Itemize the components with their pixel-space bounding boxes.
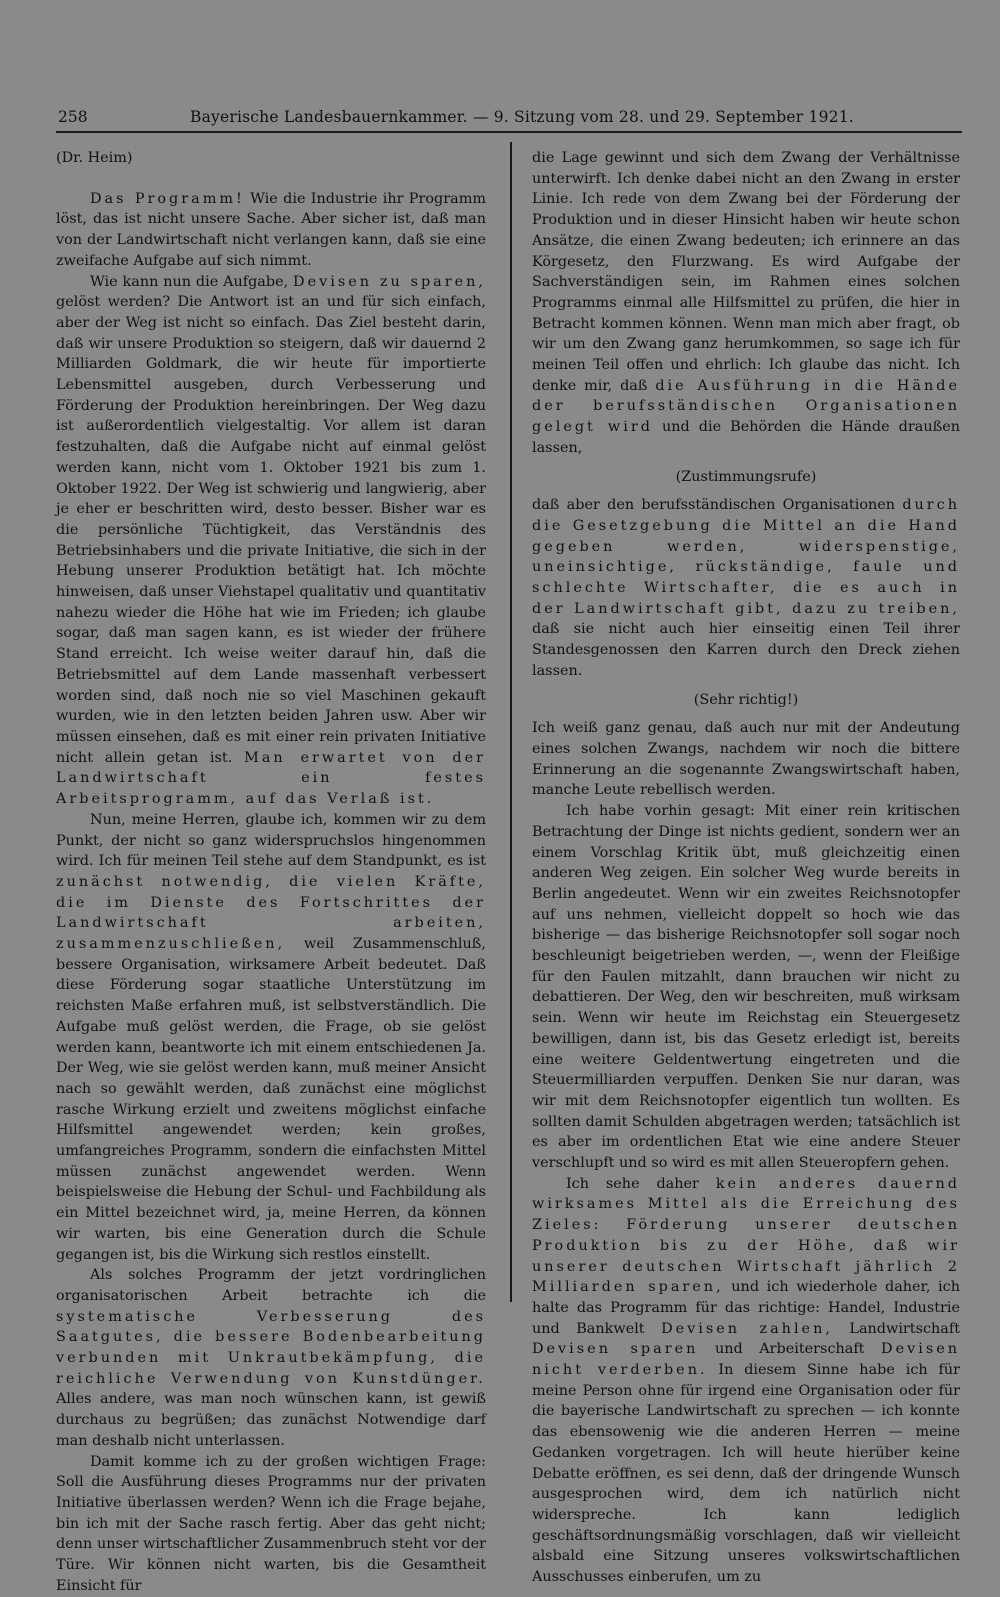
interjection: (Sehr richtig!) <box>693 691 799 708</box>
paragraph <box>532 148 960 459</box>
right-column <box>532 148 960 1586</box>
emphasis-text: Devisen zahlen, <box>661 1320 833 1337</box>
paragraph-text: und ich wiederhole daher, ich halte das Programm für das richtige: Handel, Industrie und Bankwelt <box>532 1279 960 1337</box>
emphasis-text: kein anderes dauernd wirksames Mittel als die Erreichung des Zieles: Förderung unserer deutschen Produktion bis zu der Höhe, daß wir unserer deutschen Wirtschaft jährlich 2 Milliarden sparen, <box>532 1175 960 1296</box>
header-rule <box>56 131 962 133</box>
emphasis-text: die Ausführung in die Hände der berufsständischen Organisationen gelegt wird <box>532 377 960 436</box>
emphasis-text: systematische Verbesserung des Saatgutes, die bessere Bodenbearbeitung verbunden mit Unkrautbekämpfung, die reichliche Verwendung von Kunstdünger. <box>56 1308 486 1387</box>
paragraph-text: und die Behörden die Hände draußen lassen, <box>532 419 960 456</box>
column-divider <box>510 142 512 1302</box>
paragraph-text: Wie die Industrie ihr Programm löst, das ist nicht unsere Sache. Aber sicher ist, daß man von der Landwirtschaft nicht verlangen kann, daß sie eine zweifache Aufgabe auf sich nimmt. <box>56 190 486 269</box>
emphasis-text: Das Programm! <box>90 190 245 207</box>
emphasis-text: durch die Gesetzgebung die Mittel an die Hand gegeben werden, widerspenstige, uneinsichtige, rückständige, faule und schlechte Wirtschafter, die es auch in der Landwirtschaft gibt, dazu zu treiben, <box>532 497 960 617</box>
paragraph-text: weil Zusammenschluß, bessere Organisation, wirksamere Arbeit bedeutet. Daß diese Förderung sogar staatliche Unterstützung im reichsten Maße erfahren muß, ist selbstverständlich. Die Aufgabe muß gelöst werden, die Frage, ob sie gelöst werden kann, beantworte ich mit einem entschiedenen Ja. Der Weg, wie sie gelöst werden kann, muß meiner Ansicht nach so gewählt werden, daß zunächst eine möglichst rasche Wirkung erzielt und zweitens möglichst einfache Hilfsmittel angewendet werden; kein großes, umfangreiches Programm, sondern die einfachsten Mittel müssen zunächst angewendet werden. Wenn beispielsweise die Hebung der Schul- und Fachbildung als ein Mittel bezeichnet wird, ja, meine Herren, da können wir warten, bis eine Generation durch die Schule gegangen ist, bis die Wirkung sich restlos einstellt. <box>56 936 486 1263</box>
paragraph-text: Als solches Programm der jetzt vordringlichen organisatorischen Arbeit betrachte ich die <box>56 1267 486 1304</box>
paragraph-text: gelöst werden? Die Antwort ist an und für sich einfach, aber der Weg ist nicht so einfach. Das Ziel besteht darin, daß wir unsere Produktion so steigern, daß wir dauernd 2 Milliarden Goldmark, die wir heute für importierte Lebensmittel ausgeben, durch Verbesserung und Förderung der Produktion hereinbringen. Der Weg dazu ist außerordentlich vielgestaltig. Vor allem ist daran festzuhalten, daß die Aufgabe nicht auf einmal gelöst werden kann, nicht vom 1. Oktober 1921 bis zum 1. Oktober 1922. Der Weg ist schwierig und langwierig, aber je eher er beschritten wird, desto besser. Bisher war es die persönliche Tüchtigkeit, das Verständnis des Betriebsinhabers und die private Initiative, die sich in der Hebung unserer Produktion betätigt hat. Ich möchte hinweisen, daß unser Viehstapel qualitativ und quantitativ nahezu wieder die Höhe hat wie im Frieden; ich glaube sogar, daß man sagen kann, es ist wieder der frühere Stand erreicht. Ich weise weiter darauf hin, daß die Betriebsmittel auf dem Lande massenhaft verbessert worden sind, daß noch nie so viel Maschinen gekauft wurden, wie in den letzten beiden Jahren usw. Aber wir müssen einsehen, daß es mit einer rein privaten Initiative nicht allein getan ist. <box>56 294 486 766</box>
paragraph <box>532 495 960 681</box>
paragraph-text: daß aber den berufsständischen Organisationen <box>532 497 903 514</box>
paragraph-text: daß sie nicht auch hier einseitig einen Teil ihrer Standesgenossen den Karren durch den Dreck ziehen lassen. <box>532 621 960 679</box>
paragraph: Ich habe vorhin gesagt: Mit einer rein kritischen Betrachtung der Dinge ist nichts gedient, sondern wer an einem Vorschlag Kritik übt, muß gleichzeitig einen anderen Weg zeigen. Ein solcher Weg wurde bereits in Berlin angedeutet. Wenn wir ein zweites Reichsnotopfer auf uns nehmen, vielleicht doppelt so hoch wie das bisherige — das bisherige Reichsnotopfer soll sogar noch beschleunigt beigetrieben werden, —, wenn der Fleißige für den Faulen mitzahlt, dann brauchen wir nicht zu debattieren. Der Weg, den wir beschreiten, muß wirksam sein. Wenn wir heute im Reichstag ein Steuergesetz bewilligen, dann ist, bis das Gesetz erledigt ist, bereits eine weitere Geldentwertung eingetreten und die Steuermilliarden verpuffen. Denken Sie nur daran, was wir mit dem Reichsnotopfer eigentlich tun wollten. Es sollten damit Schulden abgetragen werden; tatsächlich ist es aber im ordentlichen Etat wie eine andere Steuer verschlupft und so wird es mit allen Steueropfern gehen. <box>532 803 960 1172</box>
paragraph-text: Alles andere, was man noch wünschen kann, ist gewiß durchaus zu begrüßen; das zunächst Notwendige darf man deshalb nicht unterlassen. <box>56 1391 486 1449</box>
emphasis-text: zunächst notwendig, die vielen Kräfte, die im Dienste des Fortschrittes der Landwirtschaft arbeiten, zusammenzuschließen, <box>56 873 486 953</box>
paragraph-text: Landwirtschaft <box>832 1320 960 1337</box>
paragraph-text: und Arbeiterschaft <box>698 1341 882 1358</box>
paragraph <box>56 189 486 272</box>
running-title: Bayerische Landesbauernkammer. — 9. Sitzung vom 28. und 29. September 1921. <box>190 108 854 126</box>
paragraph <box>56 272 486 810</box>
page-header <box>58 106 854 128</box>
paragraph-text: Ich sehe daher <box>566 1175 716 1192</box>
paragraph <box>56 810 486 1265</box>
paragraph: Damit komme ich zu der großen wichtigen Frage: Soll die Ausführung dieses Programms nur der privaten Initiative überlassen werden? Wenn ich die Frage bejahe, bin ich mit der Sache rasch fertig. Aber das geht nicht; denn unser wirtschaftlicher Zusammenbruch steht vor der Türe. Wir können nicht warten, bis die Gesamtheit Einsicht für <box>56 1453 486 1594</box>
paragraph-text: In diesem Sinne habe ich für meine Person ohne für irgend eine Organisation oder für die bayerische Landwirtschaft zu sprechen — ich konnte das ebensowenig wie die anderen Herren — meine Gedanken vorgetragen. Ich will heute hierüber keine Debatte eröffnen, es sei denn, daß der dringende Wunsch ausgesprochen wird, dem ich natürlich nicht widerspreche. Ich kann lediglich geschäftsordnungsmäßig vorschlagen, daß wir vielleicht alsbald eine Sitzung unseres volkswirtschaftlichen Ausschusses einberufen, um zu <box>532 1362 960 1586</box>
left-column <box>56 148 486 1594</box>
emphasis-text: Man erwartet von der Landwirtschaft ein festes Arbeitsprogramm, auf das Verlaß ist. <box>56 749 486 808</box>
paragraph-text: die Lage gewinnt und sich dem Zwang der Verhältnisse unterwirft. Ich denke dabei nicht an den Zwang in erster Linie. Ich rede von dem Zwang bei der Förderung der Produktion und in dieser Hinsicht haben wir heute schon Ansätze, die einen Zwang bedeuten; ich erinnere an das Körgesetz, den Flurzwang. Es wird Aufgabe der Sachverständigen sein, im Rahmen eines solchen Programms einmal alle Hilfsmittel zu prüfen, die hier in Betracht kommen können. Wenn man mich aber fragt, ob wir um den Zwang ganz herumkommen, so sage ich für meinen Teil offen und ehrlich: Ich glaube das nicht. Ich denke mir, daß <box>532 150 960 394</box>
emphasis-text: Devisen nicht verderben. <box>532 1341 960 1379</box>
paragraph-text: Wie kann nun die Aufgabe, <box>90 273 294 290</box>
emphasis-text: Devisen zu sparen, <box>293 273 486 290</box>
emphasis-text: Devisen sparen <box>532 1341 699 1358</box>
paragraph <box>532 1174 960 1588</box>
paragraph: Ich weiß ganz genau, daß auch nur mit der Andeutung eines solchen Zwangs, nachdem wir noch die bittere Erinnerung an die sogenannte Zwangswirtschaft haben, manche Leute rebellisch werden. <box>532 720 960 799</box>
page-number: 258 <box>58 108 88 126</box>
paragraph-text: Nun, meine Herren, glaube ich, kommen wir zu dem Punkt, der nicht so ganz widerspruchslos hingenommen wird. Ich für meinen Teil stehe auf dem Standpunkt, es ist <box>56 811 486 870</box>
speaker-label: (Dr. Heim) <box>56 150 133 166</box>
paragraph <box>56 1265 486 1451</box>
interjection: (Zustimmungsrufe) <box>675 468 817 485</box>
